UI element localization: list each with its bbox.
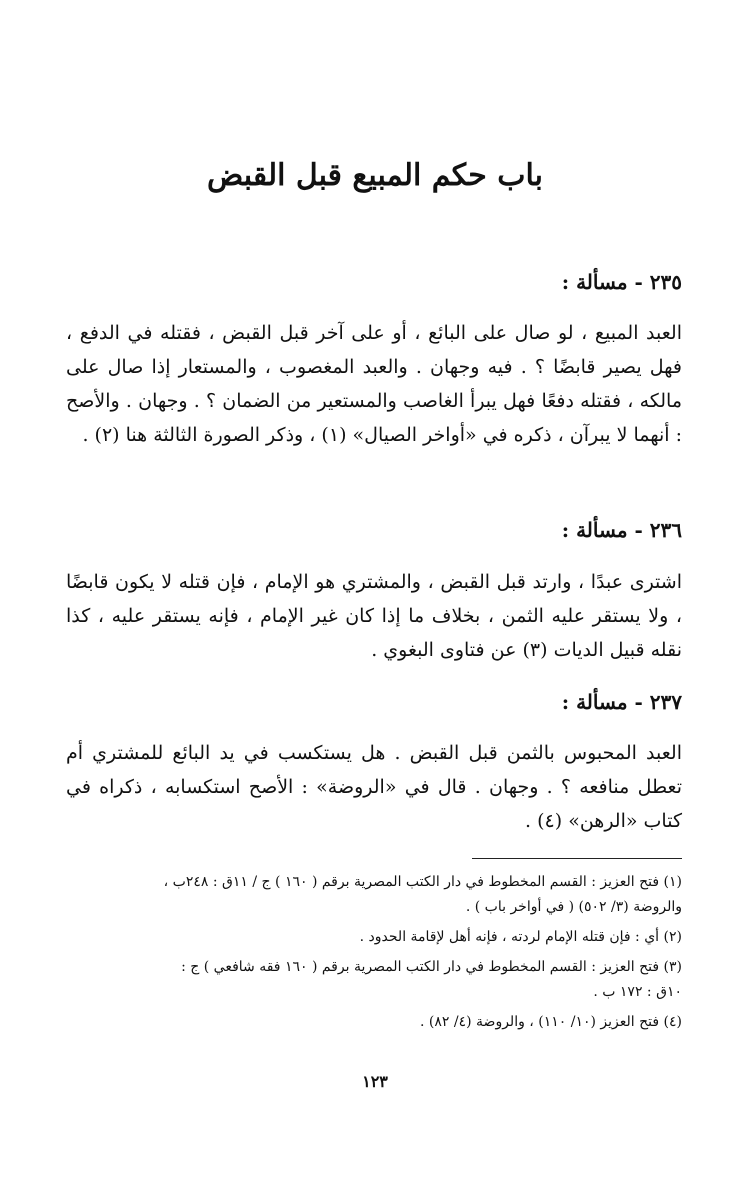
- footnote-line: (١) فتح العزيز : القسم المخطوط في دار الكتب المصرية برقم ( ١٦٠ ) ج / ١١ق : ٢٤٨ب ،: [163, 874, 682, 890]
- page-number: ١٢٣: [362, 1072, 388, 1091]
- footnote-3: [66, 955, 682, 1005]
- footnote-line: (٣) فتح العزيز : القسم المخطوط في دار الكتب المصرية برقم ( ١٦٠ فقه شافعي ) ج :: [181, 959, 682, 975]
- section-heading-235: ٢٣٥ - مسألة :: [561, 270, 682, 294]
- footnotes: [66, 870, 682, 1040]
- section-heading-237: ٢٣٧ - مسألة :: [561, 690, 682, 714]
- section-heading-236: ٢٣٦ - مسألة :: [561, 518, 682, 542]
- section-text-236: اشترى عبدًا ، وارتد قبل القبض ، والمشتري هو الإمام ، فإن قتله لا يكون قابضًا ، ولا يستقر عليه الثمن ، بخلاف ما إذا كان غير الإمام ، فإنه يستقر عليه ، كذا نقله قبيل الديات (٣) عن فتاوى البغوي .: [66, 571, 682, 661]
- section-text-235: العبد المبيع ، لو صال على البائع ، أو على آخر قبل القبض ، فقتله في الدفع ، فهل يصير قابضًا ؟ . فيه وجهان . والعبد المغصوب ، والمستعار إذا صال على مالكه ، فقتله دفعًا فهل يبرأ الغاصب والمستعير من الضمان ؟ . وجهان . والأصح : أنهما لا يبرآن ، ذكره في «أواخر الصيال» (١) ، وذكر الصورة الثالثة هنا (٢) .: [66, 322, 682, 446]
- footnote-divider: [472, 858, 682, 859]
- footnote-line: ١٠ق : ١٧٢ ب .: [593, 984, 682, 1000]
- footnote-4: [66, 1010, 682, 1035]
- footnote-2: [66, 925, 682, 950]
- footnote-line: (٢) أي : فإن قتله الإمام لردته ، فإنه أهل لإقامة الحدود .: [359, 929, 682, 945]
- section-text-237: العبد المحبوس بالثمن قبل القبض . هل يستكسب في يد البائع للمشتري أم تعطل منافعه ؟ . وجهان . قال في «الروضة» : الأصح استكسابه ، ذكراه في كتاب «الرهن» (٤) .: [66, 742, 682, 832]
- footnote-line: والروضة (٣/ ٥٠٢) ( في أواخر باب ) .: [465, 899, 682, 915]
- chapter-title: باب حكم المبيع قبل القبض: [206, 158, 544, 193]
- footnote-line: (٤) فتح العزيز (١٠/ ١١٠) ، والروضة (٤/ ٨٢) .: [420, 1014, 682, 1030]
- footnote-1: [66, 870, 682, 920]
